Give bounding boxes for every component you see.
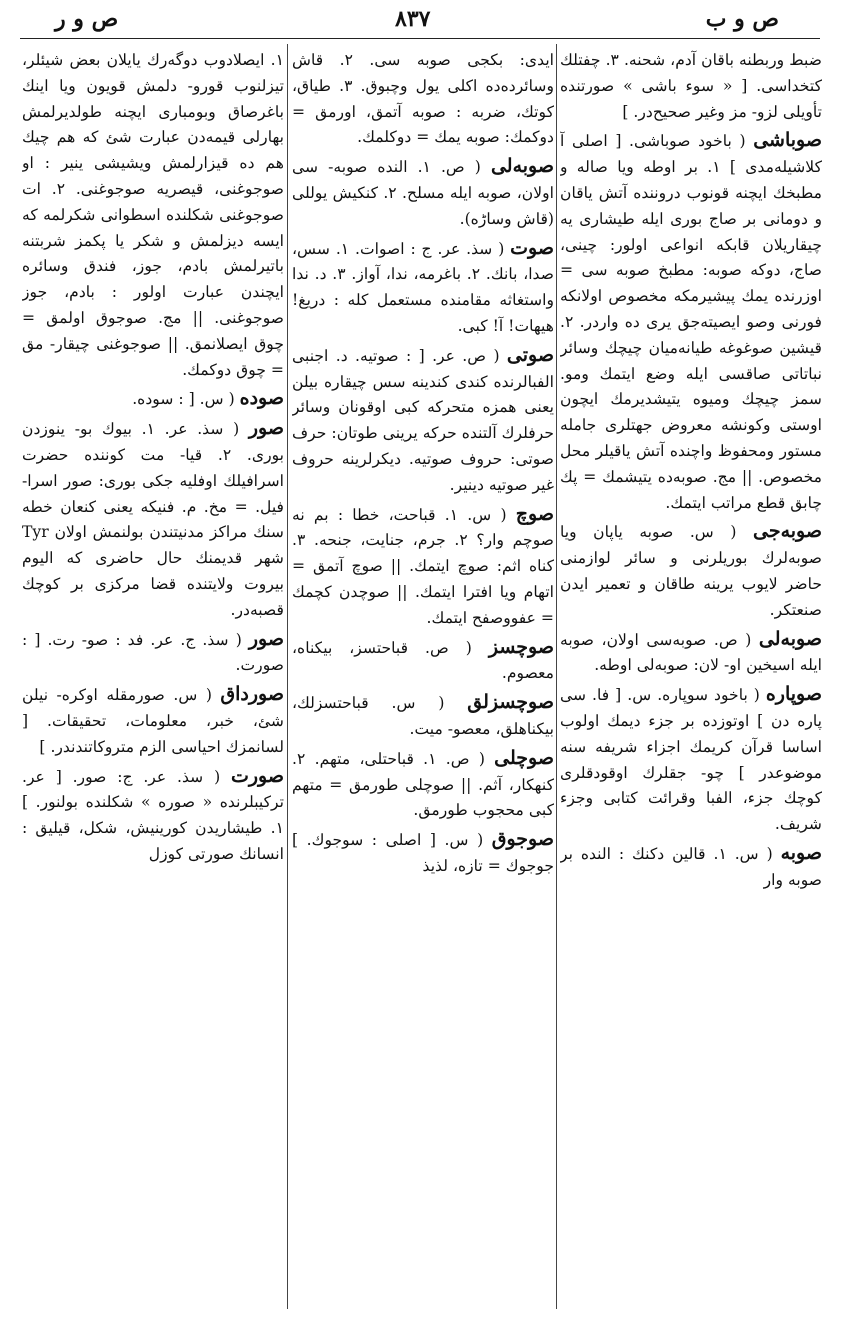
entry-headword: صوچسزلق — [467, 691, 554, 714]
entry-definition: ( سذ. عر. ج : اصوات. ١. سس، صدا، بانك. ٢. باغرمه، ندا، آواز. ٣. د. ندا واستغاثه مقامنده مستعمل كله : دريغ! هيهات! آ! كبى. — [292, 239, 554, 335]
dictionary-entry — [292, 746, 554, 824]
column-divider — [556, 44, 557, 1309]
dictionary-entry — [22, 627, 284, 680]
dictionary-entry — [292, 635, 554, 688]
dictionary-entry — [560, 682, 822, 838]
header-left-letters: ص و ر — [55, 6, 119, 32]
entry-definition: ( س. قباحتسزلك، بيكناهلق، معصو- ميت. — [292, 694, 554, 738]
entry-headword: صوت — [510, 236, 554, 259]
entry-definition: ( س. ١. قباحت، خطا : بم نه صوچم وار؟ ٢. جرم، جنايت، جنحه. ٣. كناه اثم: صوچ ايتمك. || صوچ آتمق = اتهام ويا افترا ايتمك. || صوچدن كچمك = عفووصفح ايتمك. — [292, 505, 554, 627]
entry-definition: ( باخود صوباشى. [ اصلى آ كلاشيله‌مدى ] ١. بر اوطه ويا صاله و مطبخك ايچنه قونوب دروننده آتش ياقان و دومانى بر صاج بورى ايله طيشارى يه چيقاريلان قابكه انواعى اولور: چينى، صاج، دوكه صوبه: مطبخ صوبه سى = اوزرنده يمك پيشيرمكه مخصوص اولانكه فورنى وصو ايصيته‌جق يرى ده واردر. ٢. قيشين صوغوغه طيانه‌ميان چيچك وسائر نباتاتى صاقسى ايله وضع ايتمك ومو. سمز چيچك وميوه يتيشديرمك ايچون اوستى وكونشه معروض جهتلرى جامله مستور ومحفوظ واچنده آتش ياقيلر محل مخصوص. || مج. صوبه‌ده يتيشمك = پك چابق قطع مراتب ايتمك. — [560, 132, 822, 512]
entry-headword: صوباشى — [753, 129, 822, 152]
entry-headword: صوده — [239, 387, 284, 410]
entry-headword: صورت — [230, 764, 284, 787]
entry-definition: ١. ايصلادوب دوگه‌رك يايلان بعض شيئلر، تيزلنوب قورو- دلمش قويون ويا اينك باغرصاق وبومبارى ايچنه طولديرلمش بهارلى قيمه‌دن عبارت شئ كه هم چيك هم ده قيزارلمش ويشيشى ينير : او صوجوغنى، قيصريه صوجوغنى. ٢. ات صوجوغنى شكلنده اسطوانى شكرلمه كه ايسه ديزلمش و شكر يا پكمز شربتنه باتيرلمش بادم، جوز، فندق وسائره ايچندن عبارت اولور : بادم، جوز صوجوغنى. || مج. صوجوق اولمق = چوق ايصلانمق. || صوجوغنى چيقار- مق = چوق دوكمك. — [22, 51, 284, 379]
entry-headword: صوچ — [515, 502, 554, 525]
entry-definition: ضبط وربطنه باقان آدم، شحنه. ٣. چفتلك كتخداسى. [ « سوء باشى » صورتنده تأويلى لزو- مز وغير صحيح‌در. ] — [560, 51, 822, 121]
entry-headword: صوپاره — [765, 683, 822, 706]
entry-headword: صور — [248, 417, 284, 440]
entry-definition: ( ص. عر. [ : صوتيه. د. اجنبى الفبالرنده كندى كندينه سس چيقاره بيلن يعنى همزه متحركه كبى اوقونان وسائر حرفلرك آلتنده حركه يرينى طوتان: حرف صوتى: حروف صوتيه. ديكرلرينه حروف غير صوتيه دينير. — [292, 346, 554, 494]
entry-definition: ( ص. قباحتسز، بيكناه، معصوم. — [292, 638, 554, 683]
entry-headword: صوچلى — [494, 746, 554, 769]
entry-headword: صورداق — [220, 683, 284, 706]
dictionary-entry — [292, 48, 554, 151]
entry-definition: ( س. صورمقله اوكره- نيلن شئ، خبر، معلومات، تحقيقات. [ لسانمزك احياسى الزم متروكاتندندر. ] — [22, 686, 284, 756]
entry-headword: صوتى — [506, 343, 554, 366]
dictionary-entry — [560, 48, 822, 125]
entry-headword: صوبه‌لى — [490, 155, 554, 178]
dictionary-entry — [560, 519, 822, 623]
entry-headword: صوچسز — [488, 635, 554, 658]
dictionary-entry — [22, 416, 284, 623]
dictionary-entry — [292, 690, 554, 743]
entry-definition: ( ص. صوبه‌سى اولان، صوبه ايله اسيخين او- لان: صوبه‌لى اوطه. — [560, 630, 822, 675]
dictionary-entry — [22, 48, 284, 383]
dictionary-entry — [560, 128, 822, 516]
entry-definition: ( سذ. عر. ج: صور. [ عر. تركيبلرنده « صوره » شكلنده بولنور. ] ١. طيشاريدن كورينيش، شكل، قيليق : انسانك صورتى كوزل — [22, 767, 284, 863]
dictionary-entry — [22, 682, 284, 760]
column-divider — [287, 44, 288, 1309]
page-number: ٨٣٧ — [395, 6, 431, 32]
dictionary-entry — [292, 236, 554, 340]
header-right-letters: ص و ب — [705, 6, 779, 32]
entry-definition: ( ص. ١. النده صوبه- سى اولان، صوبه ايله مسلح. ٢. كنكيش يوللى (قاش وساڑه). — [292, 158, 554, 228]
page-header — [0, 0, 849, 40]
dictionary-entry — [22, 764, 284, 868]
column-right — [560, 48, 822, 1308]
dictionary-entry — [292, 343, 554, 499]
column-middle — [292, 48, 554, 1308]
dictionary-entry — [560, 841, 822, 894]
dictionary-entry — [22, 386, 284, 413]
entry-headword: صوبه‌جى — [752, 520, 822, 543]
entry-definition: ( سذ. عر. ١. بيوك بو- ينوزدن بورى. ٢. قيا- مت كوننده حضرت اسرافيلك اوفليه جكى بورى: صور اسرا- فيل. = مخ. م. فنيكه يعنى كنعان خطه سنك مراكز مدنيتندن بولنمش اولان Tyr شهر قديمنك حال حاضرى كه اليوم بيروت ولايتنده قضا مركزى بر كوچك قصبه‌در. — [22, 420, 284, 619]
dictionary-entry — [292, 154, 554, 232]
entry-definition: ( سذ. ج. عر. فد : صو- رت. [ : صورت. — [22, 630, 284, 675]
dictionary-entry — [292, 827, 554, 880]
entry-headword: صوبه‌لى — [758, 627, 822, 650]
entry-headword: صور — [248, 627, 284, 650]
entry-definition: ( س. ١. قالين دكنك : النده بر صوبه وار — [560, 844, 822, 889]
entry-definition: ( س. [ : سوده. — [132, 390, 235, 409]
entry-definition: ( س. صوبه ياپان ويا صوبه‌لرك بوريلرنى و سائر لوازمنى حاضر لايوب يرينه طاقان و تعمير ايدن صنعتكر. — [560, 523, 822, 619]
dictionary-entry — [560, 627, 822, 680]
header-divider — [20, 38, 820, 39]
entry-definition: ( ص. ١. قباحتلى، متهم. ٢. كنهكار، آثم. || صوچلى طورمق = متهم كبى محجوب طورمق. — [292, 749, 554, 820]
entry-headword: صوبه — [780, 841, 822, 864]
entry-definition: ايدى: بكجى صوبه سى. ٢. قاش وسائرده‌ده اكلى يول وچبوق. ٣. طياق، كوتك، ضربه : صوبه آتمق، اورمق = دوكمك: صوبه يمك = دوكلمك. — [292, 51, 554, 147]
entry-definition: ( باخود سوپاره. س. [ فا. سى پاره‌ دن ] اوتوزده بر جزء ديمك اولوب اساسا قرآن كريمك اجزاء شريفه سنه موضوعدر ] چو- جقلرك اوقودقلرى كوچك جزء، الفبا وقرائت كتابى وجزء شريف. — [560, 686, 822, 834]
dictionary-entry — [292, 502, 554, 632]
entry-headword: صوجوق — [491, 828, 554, 851]
entry-definition: ( س. [ اصلى : سوجوك. ] جوجوك = تازه، لذيذ — [292, 831, 554, 875]
column-left — [22, 48, 284, 1308]
